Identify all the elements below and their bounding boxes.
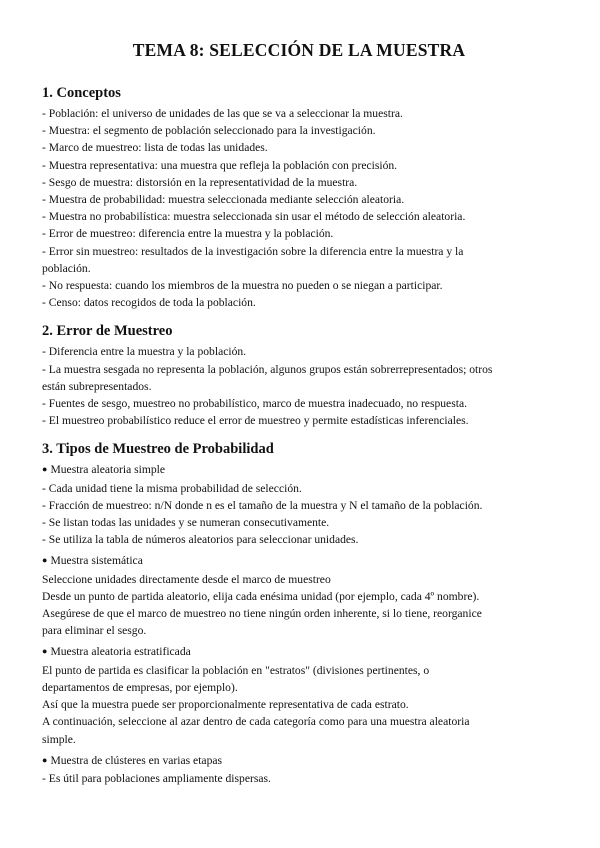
text-line: - Se utiliza la tabla de números aleatorios para seleccionar unidades. — [42, 533, 359, 547]
text-line: - Marco de muestreo: lista de todas las unidades. — [42, 141, 268, 155]
text-line: - Muestra de probabilidad: muestra seleccionada mediante selección aleatoria. — [42, 193, 405, 207]
subsection-muestra-sistematica — [42, 552, 556, 639]
section-heading: 1. Conceptos — [42, 85, 121, 101]
text-line: - Muestra representativa: una muestra que refleja la población con precisión. — [42, 158, 398, 172]
subsection-muestra-aleatoria-simple — [42, 461, 556, 548]
text-line: - No respuesta: cuando los miembros de la muestra no pueden o se niegan a participar. — [42, 279, 443, 293]
text-line: simple. — [42, 732, 76, 746]
text-line: población. — [42, 261, 91, 275]
text-line: - Población: el universo de unidades de las que se va a seleccionar la muestra. — [42, 107, 403, 120]
text-line: - Error de muestreo: diferencia entre la muestra y la población. — [42, 227, 334, 241]
subsection-muestra-estratificada — [42, 643, 556, 747]
subsection-label: ● Muestra sistemática — [42, 552, 556, 570]
subsection-label: ● Muestra aleatoria simple — [42, 461, 556, 479]
text-line: departamentos de empresas, por ejemplo). — [42, 680, 238, 694]
text-line: - Muestra no probabilística: muestra seleccionada sin usar el método de selección aleatoria. — [42, 210, 466, 224]
text-line: - Censo: datos recogidos de toda la población. — [42, 296, 256, 310]
text-line: - Diferencia entre la muestra y la población. — [42, 345, 247, 359]
text-line: - Es útil para poblaciones ampliamente dispersas. — [42, 771, 271, 785]
text-line: Asegúrese de que el marco de muestreo no tiene ningún orden inherente, si lo tiene, reorganice — [42, 607, 482, 621]
text-line: están subrepresentados. — [42, 379, 152, 393]
section-heading: 3. Tipos de Muestreo de Probabilidad — [42, 441, 274, 458]
subsection-label: ● Muestra aleatoria estratificada — [42, 643, 556, 661]
text-line: - Fuentes de sesgo, muestreo no probabilístico, marco de muestra inadecuado, no respuesta. — [42, 397, 467, 411]
text-line: para eliminar el sesgo. — [42, 624, 147, 638]
text-line: El punto de partida es clasificar la población en "estratos" (divisiones pertinentes, o — [42, 663, 430, 677]
text-line: - Error sin muestreo: resultados de la investigación sobre la diferencia entre la muestra y la — [42, 244, 464, 258]
subsection-label: ● Muestra de clústeres en varias etapas — [42, 752, 556, 770]
text-line: - El muestreo probabilístico reduce el error de muestreo y permite estadísticas inferenciales. — [42, 414, 469, 428]
text-line: - Fracción de muestreo: n/N donde n es el tamaño de la muestra y N el tamaño de la población. — [42, 498, 483, 512]
text-line: Seleccione unidades directamente desde el marco de muestreo — [42, 572, 331, 586]
subsection-muestra-clusteres — [42, 752, 556, 787]
section-heading: 2. Error de Muestreo — [42, 323, 173, 340]
text-line: Así que la muestra puede ser proporcionalmente representativa de cada estrato. — [42, 698, 409, 712]
text-line: - Se listan todas las unidades y se numeran consecutivamente. — [42, 516, 330, 530]
text-line: Desde un punto de partida aleatorio, elija cada enésima unidad (por ejemplo, cada 4º nombre). — [42, 589, 480, 603]
section-error-de-muestreo — [42, 321, 556, 429]
section-tipos-de-muestreo — [42, 439, 556, 787]
text-line: - Sesgo de muestra: distorsión en la representatividad de la muestra. — [42, 175, 358, 189]
text-line: - Cada unidad tiene la misma probabilidad de selección. — [42, 481, 302, 495]
text-line: A continuación, seleccione al azar dentro de cada categoría como para una muestra aleatoria — [42, 715, 470, 729]
text-line: - La muestra sesgada no representa la población, algunos grupos están sobrerrepresentados; otros — [42, 362, 493, 376]
page-title: TEMA 8: SELECCIÓN DE LA MUESTRA — [132, 40, 466, 60]
text-line: - Muestra: el segmento de población seleccionado para la investigación. — [42, 124, 376, 138]
section-conceptos — [42, 83, 556, 311]
